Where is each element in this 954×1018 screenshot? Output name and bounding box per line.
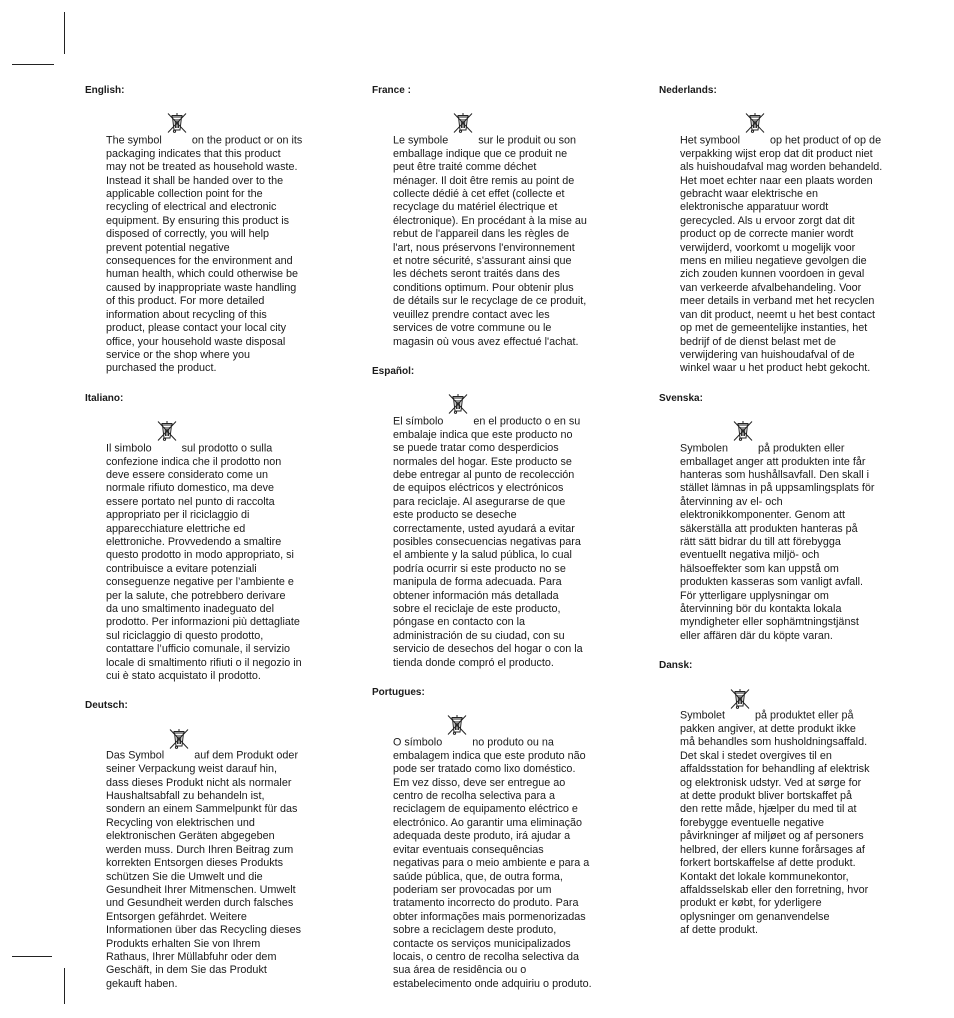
section-heading: Italiano: [85, 392, 124, 404]
section-heading: Deutsch: [85, 700, 128, 712]
crossed-out-wheelie-bin-icon [446, 701, 468, 723]
crossed-out-wheelie-bin-icon [447, 380, 469, 402]
crop-mark-top-vertical [64, 12, 65, 54]
language-section [85, 700, 365, 991]
section-heading: Español: [372, 365, 415, 377]
crossed-out-wheelie-bin-icon [452, 99, 474, 121]
column-left [85, 85, 365, 1008]
section-body [393, 380, 652, 670]
section-body [680, 674, 939, 937]
section-body [106, 407, 365, 684]
crossed-out-wheelie-bin-icon [166, 99, 188, 121]
section-text: på produkten eller emballaget anger att produkten inte får hanteras som hushållsavfall. Den skall i stället lämnas in på uppsamlingsplats för återvinning av el- och elektronikkomponenter. Genom att säkerställa att produkten hanteras på rätt sätt bidrar du till att förebygga eventuellt negativa miljö- och hälsoeffekter som kan uppstå om produkten kasseras som vanligt avfall. För ytterligare upplysningar om återvinning bör du kontakta lokala myndigheter eller sophämtningstjänst eller affären där du köpte varan. [680, 442, 875, 642]
crop-mark-bottom-horizontal [12, 956, 52, 957]
section-text: no produto ou na embalagem indica que este produto não pode ser tratado como lixo doméstico. Em vez disso, deve ser entregue ao centro de recolha selectiva para a reciclagem de equipamento eléctrico e electrónico. Ao garantir uma eliminação adequada deste produto, irá ajudar a evitar eventuais consequências negativas para o meio ambiente e para a saúde pública, que, de outra forma, poderiam ser provocadas por um tratamento incorrecto do produto. Para obter informações mais pormenorizadas sobre a reciclagem deste produto, contacte os serviços municipalizados locais, o centro de recolha selectiva da sua área de residência ou o estabelecimento onde adquiriu o produto. [393, 736, 592, 990]
symbol-lead-text: Symbolen [680, 442, 729, 455]
column-middle [372, 85, 652, 1008]
symbol-lead-text: El símbolo [393, 415, 444, 428]
section-heading: Svenska: [659, 392, 703, 404]
language-section [85, 85, 365, 376]
symbol-lead-text: The symbol [106, 134, 162, 147]
symbol-lead-text: Il simbolo [106, 442, 152, 455]
section-heading: France : [372, 85, 411, 96]
symbol-lead-text: Le symbole [393, 134, 449, 147]
symbol-lead-text: Das Symbol [106, 749, 165, 762]
crossed-out-wheelie-bin-icon [168, 714, 190, 736]
section-text: på produktet eller på pakken angiver, at dette produkt ikke må behandles som husholdningsaffald. Det skal i stedet overgives til en affaldsstation for behandling af elektrisk og elektronisk udstyr. Ved at sørge for at dette produkt bliver bortskaffet på den rette måde, hjælper du med til at forebygge eventuelle negative påvirkninger af miljøet og af personers helbred, der ellers kunne forårsages af forkert bortskaffelse af dette produkt. Kontakt det lokale kommunekontor, affaldsselskab eller den forretning, hvor produkt er købt, for yderligere oplysninger om genanvendelse af dette produkt. [680, 709, 870, 937]
section-text: sur le produit ou son emballage indique que ce produit ne peut être traité comme déchet ménager. Il doit être remis au point de collecte dédié à cet effet (collecte et recyclage du matériel électrique et électronique). En procédant à la mise au rebut de l'appareil dans les règles de l'art, nous préservons l'environnement et notre sécurité, s'assurant ainsi que les déchets seront traités dans des conditions optimum. Pour obtenir plus de détails sur le recyclage de ce produit, veuillez prendre contact avec les services de votre commune ou le magasin où vous avez effectué l'achat. [393, 134, 587, 348]
section-body [680, 99, 939, 376]
language-section [85, 393, 365, 684]
section-text: op het product of op de verpakking wijst erop dat dit product niet als huishoudafval mag worden behandeld. Het moet echter naar een plaats worden gebracht waar elektrische en elektronische apparatuur wordt gerecycled. Als u ervoor zorgt dat dit product op de correcte manier wordt verwijderd, voorkomt u mogelijk voor mens en milieu negatieve gevolgen die zich zouden kunnen voordoen in geval van verkeerde afvalbehandeling. Voor meer details in verband met het recyclen van dit product, neemt u het best contact op met de gemeentelijke instanties, het bedrijf of de dienst belast met de verwijdering van huishoudafval of de winkel waar u het product hebt gekocht. [680, 134, 883, 375]
language-section [372, 687, 652, 991]
language-section [659, 85, 939, 376]
section-heading: Nederlands: [659, 85, 717, 96]
section-heading: English: [85, 85, 125, 96]
section-body [106, 714, 365, 991]
symbol-lead-text: O símbolo [393, 736, 443, 749]
section-text: en el producto o en su embalaje indica que este producto no se puede tratar como desperdicios normales del hogar. Este producto se debe entregar al punto de recolección de equipos eléctricos y electrónicos para reciclaje. Al asegurarse de que este producto se deseche correctamente, usted ayudará a evitar posibles consecuencias negativas para el ambiente y la salud pública, lo cual podría ocurrir si este producto no se manipula de forma adecuada. Para obtener información más detallada sobre el reciclaje de este producto, póngase en contacto con la administración de su ciudad, con su servicio de desechos del hogar o con la tienda donde compró el producto. [393, 415, 583, 669]
language-section [659, 393, 939, 644]
symbol-lead-text: Het symbool [680, 134, 741, 147]
section-text: auf dem Produkt oder seiner Verpackung weist darauf hin, dass dieses Produkt nicht als normaler Haushaltsabfall zu behandeln ist, sondern an einem Sammelpunkt für das Recycling von elektrischen und elektronischen Geräten abgegeben werden muss. Durch Ihren Beitrag zum korrekten Entsorgen dieses Produkts schützen Sie die Umwelt und die Gesundheit Ihrer Mitmenschen. Umwelt und Gesundheit werden durch falsches Entsorgen gefährdet. Weitere Informationen über das Recycling dieses Produkts erhalten Sie von Ihrem Rathaus, Ihrer Müllabfuhr oder dem Geschäft, in dem Sie das Produkt gekauft haben. [106, 749, 302, 990]
section-body [680, 407, 939, 644]
column-right [659, 85, 939, 955]
section-heading: Dansk: [659, 660, 693, 672]
crossed-out-wheelie-bin-icon [156, 407, 178, 429]
crop-mark-top-horizontal [12, 64, 54, 65]
symbol-lead-text: Symbolet [680, 709, 726, 722]
crossed-out-wheelie-bin-icon [732, 407, 754, 429]
language-section [659, 660, 939, 937]
section-heading: Portugues: [372, 687, 425, 699]
section-body [106, 99, 365, 376]
crop-mark-bottom-vertical [64, 968, 65, 1004]
section-body [393, 99, 652, 349]
language-section [372, 85, 652, 349]
section-text: on the product or on its packaging indicates that this product may not be treated as household waste. Instead it shall be handed over to the applicable collection point for the recycling of electrical and electronic equipment. By ensuring this product is disposed of correctly, you will help prevent potential negative consequences for the environment and human health, which could otherwise be caused by inappropriate waste handling of this product. For more detailed information about recycling of this product, please contact your local city office, your household waste disposal service or the shop where you purchased the product. [106, 134, 303, 375]
section-text: sul prodotto o sulla confezione indica che il prodotto non deve essere considerato come un normale rifiuto domestico, ma deve essere portato nel punto di raccolta appropriato per il riciclaggio di apparecchiature elettriche ed elettroniche. Provvedendo a smaltire questo prodotto in modo appropriato, si contribuisce a evitare potenziali conseguenze negative per l’ambiente e per la salute, che potrebbero derivare da uno smaltimento inadeguato del prodotto. Per informazioni più dettagliate sul riciclaggio di questo prodotto, contattare l’ufficio comunale, il servizio locale di smaltimento rifiuti o il negozio in cui è stato acquistato il prodotto. [106, 442, 302, 683]
crossed-out-wheelie-bin-icon [729, 674, 751, 696]
crossed-out-wheelie-bin-icon [744, 99, 766, 121]
section-body [393, 701, 652, 991]
language-section [372, 366, 652, 670]
